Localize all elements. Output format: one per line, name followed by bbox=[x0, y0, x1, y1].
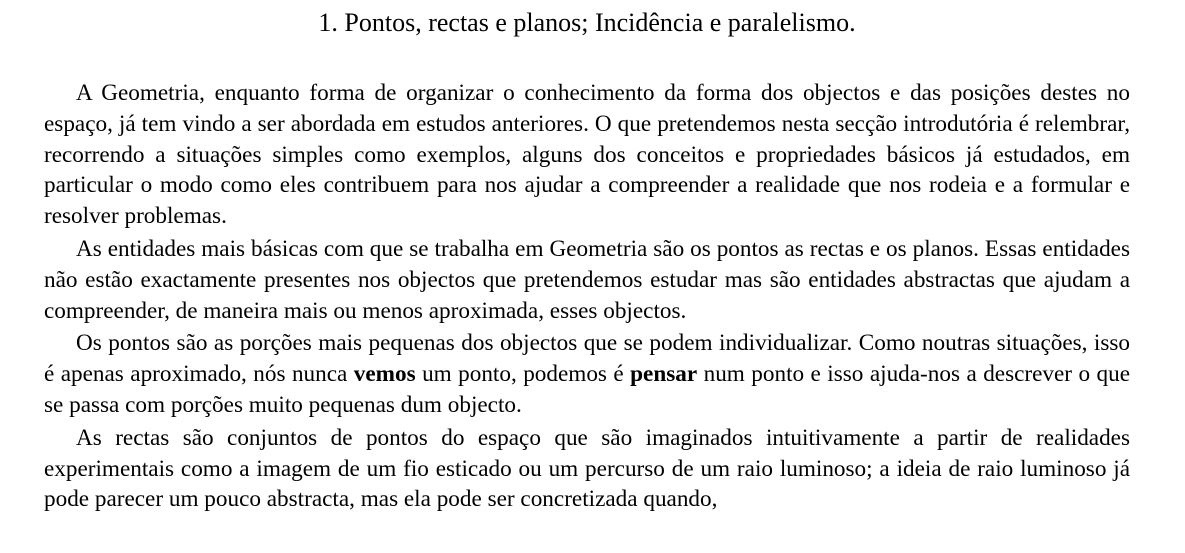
paragraph-points-text-2: um ponto, podemos é bbox=[415, 361, 631, 388]
paragraph-intro: A Geometria, enquanto forma de organizar o conhecimento da forma dos objectos e das posições destes no espaço, já tem vindo a ser abordada em estudos anteriores. O que pretendemos nesta secção introdutória é relembrar, recorrendo a situações simples como exemplos, alguns dos conceitos e propriedades básicos já estudados, em particular o modo como eles contribuem para nos ajudar a compreender a realidade que nos rodeia e a formular e resolver problemas. bbox=[44, 80, 1130, 230]
emphasis-pensar: pensar bbox=[630, 361, 698, 388]
paragraph-basic-entities: As entidades mais básicas com que se trabalha em Geometria são os pontos as rectas e os planos. Essas entidades não estão exactamente presentes nos objectos que pretendemos estudar mas são entidades abstractas que ajudam a compreender, de maneira mais ou menos aproximada, esses objectos. bbox=[44, 235, 1130, 324]
paragraph-points-text-1: Os pontos são as porções mais pequenas dos objectos que se podem individualizar. Como noutras situações, isso é apenas aproximado, nós nunca bbox=[44, 330, 1130, 388]
document-body bbox=[44, 78, 1130, 515]
paragraph-points-text-3: num ponto e isso ajuda-nos a descrever o que se passa com porções muito pequenas dum objecto. bbox=[44, 361, 1130, 418]
section-title: 1. Pontos, rectas e planos; Incidência e paralelismo. bbox=[318, 8, 856, 37]
paragraph-points bbox=[44, 328, 1130, 420]
paragraph-lines: As rectas são conjuntos de pontos do espaço que são imaginados intuitivamente a partir de realidades experimentais como a imagem de um fio esticado ou um percurso de um raio luminoso; a ideia de raio luminoso já pode parecer um pouco abstracta, mas ela pode ser concretizada quando, bbox=[44, 424, 1130, 513]
emphasis-vemos: vemos bbox=[353, 361, 416, 388]
document-page bbox=[44, 0, 1130, 517]
